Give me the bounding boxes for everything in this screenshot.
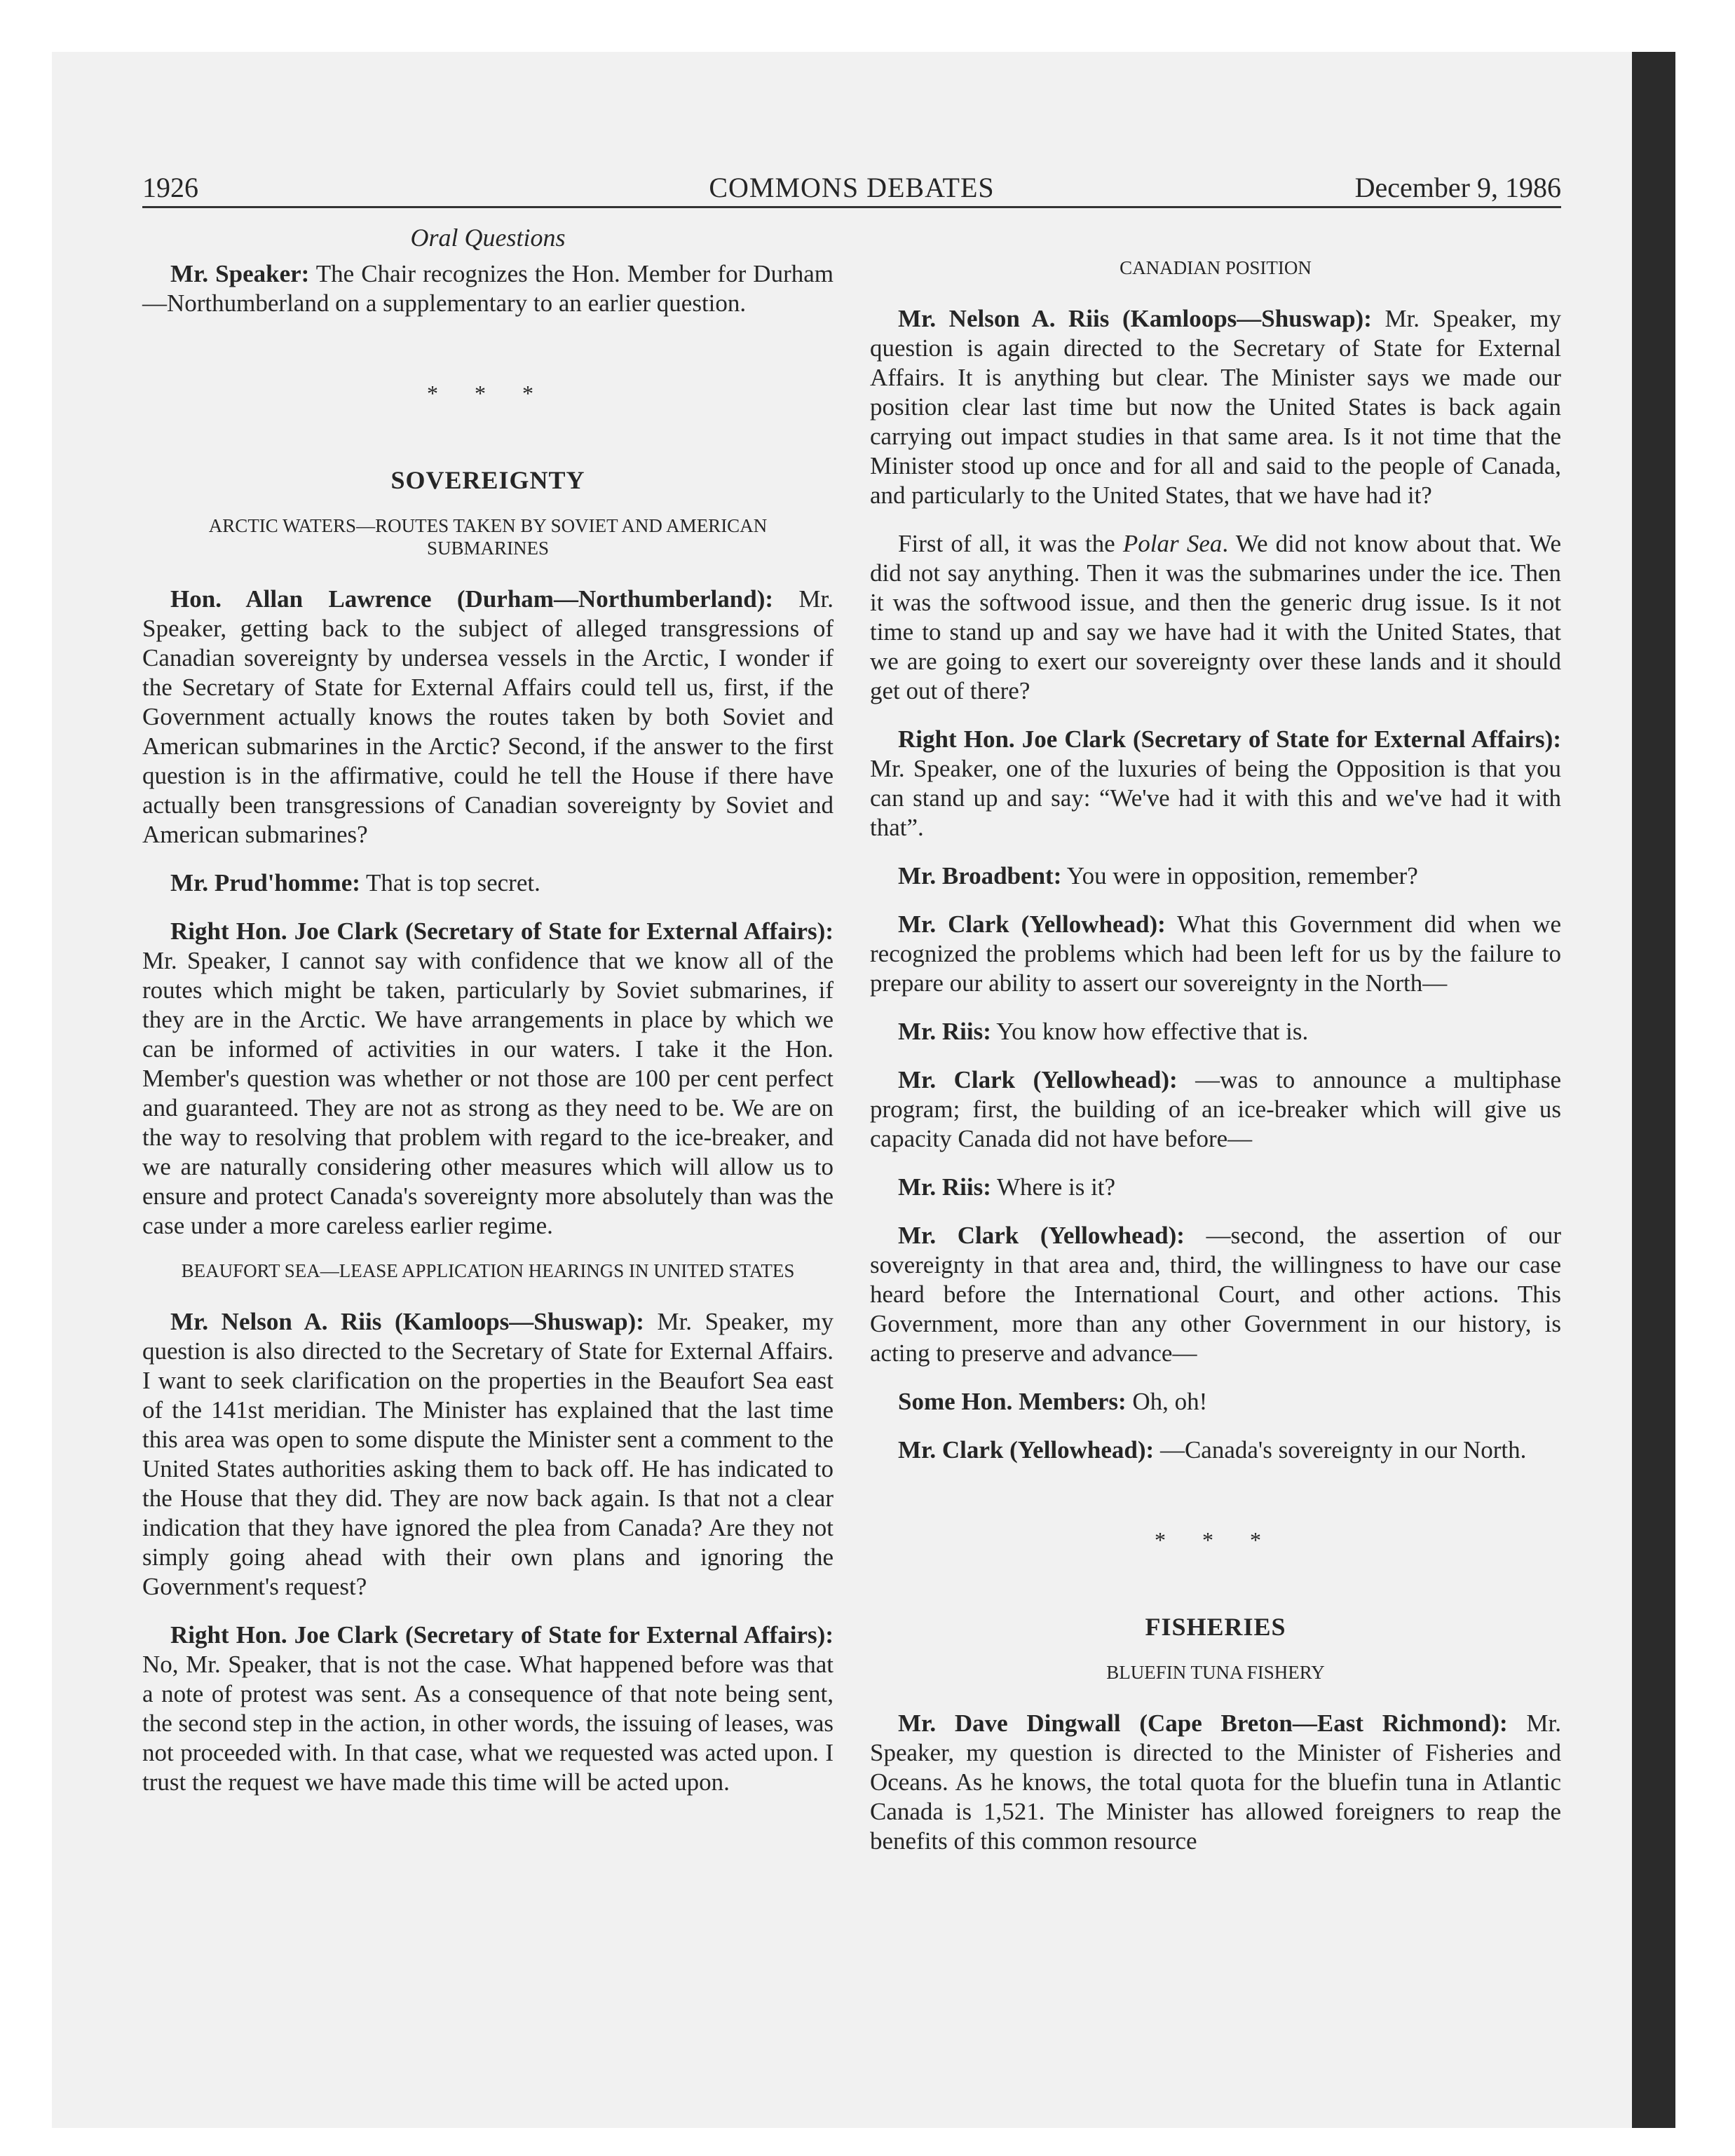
page-header — [142, 170, 1561, 208]
left-column — [142, 223, 834, 1816]
speaker-name: Mr. Clark (Yellowhead): — [898, 910, 1166, 938]
paragraph — [142, 1307, 834, 1602]
paragraph — [142, 259, 834, 318]
paragraph — [870, 910, 1561, 998]
speech-text: Where is it? — [991, 1173, 1116, 1201]
subsection-heading: BEAUFORT SEA—LEASE APPLICATION HEARINGS IN UNITED STATES — [181, 1260, 795, 1281]
speech-text: Mr. Speaker, getting back to the subject of alleged transgressions of Canadian sovereignty by undersea vessels in the Arctic, I wonder if the Secretary of State for External Affairs could tell us, first, if the Government actually knows the routes taken by both Soviet and American submarines in the Arctic? Second, if the answer to the first question is in the affirmative, could he tell the House if there have actually been transgressions of Canadian sovereignty by Soviet and American submarines? — [142, 585, 834, 848]
speaker-name: Right Hon. Joe Clark (Secretary of State for External Affairs): — [898, 725, 1561, 753]
speaker-name: Mr. Clark (Yellowhead): — [898, 1066, 1178, 1093]
speech-text: Mr. Speaker, one of the luxuries of being the Opposition is that you can stand up and say: “We've had it with this and we've had it with that”. — [870, 755, 1561, 841]
speech-text: —second, the assertion of our sovereignty in that area and, third, the willingness to have our case heard before the International Court, and other actions. This Government, more than any other Government in our history, is acting to preserve and advance— — [870, 1222, 1561, 1367]
speech-text: Mr. Speaker, my question is directed to the Minister of Fisheries and Oceans. As he knows, the total quota for the bluefin tuna in Atlantic Canada is 1,521. The Minister has allowed foreigners to reap the benefits of this common resource — [870, 1710, 1561, 1855]
paragraph — [870, 725, 1561, 842]
subsection-heading: CANADIAN POSITION — [1120, 257, 1312, 278]
speech-text: —was to announce a multiphase program; first, the building of an ice-breaker which will give us capacity Canada did not have before— — [870, 1066, 1561, 1152]
speaker-name: Right Hon. Joe Clark (Secretary of State for External Affairs): — [170, 917, 834, 945]
speech-text: —Canada's sovereignty in our North. — [1154, 1436, 1527, 1464]
section-subtitle: Oral Questions — [410, 224, 566, 252]
paragraph — [142, 868, 834, 898]
speech-text: You know how effective that is. — [991, 1018, 1309, 1045]
subsection-heading: BLUEFIN TUNA FISHERY — [1106, 1662, 1325, 1683]
speaker-name: Mr. Broadbent: — [898, 862, 1062, 889]
paragraph — [870, 1017, 1561, 1046]
speech-text: . We did not know about that. We did not say anything. Then it was the submarines under the ice. Then it was the softwood issue, and then the generic drug issue. Is it not time to stand up and say we have had it with the United States, that we are going to exert our sovereignty over these lands and it should get out of there? — [870, 530, 1562, 704]
speech-text: No, Mr. Speaker, that is not the case. What happened before was that a note of protest was sent. As a consequence of that note being sent, the second step in the action, in other words, the issuing of leases, was not proceeded with. In that case, what we requested was acted upon. I trust the request we have made this time will be acted upon. — [142, 1651, 834, 1796]
speaker-name: Mr. Nelson A. Riis (Kamloops—Shuswap): — [170, 1308, 644, 1335]
speech-text: First of all, it was the — [898, 530, 1123, 557]
paragraph — [870, 1065, 1561, 1154]
speech-text: What this Government did when we recognized the problems which had been left for us by the failure to prepare our ability to assert our sovereignty in the North— — [870, 910, 1561, 997]
speaker-name: Mr. Riis: — [898, 1018, 991, 1045]
paragraph — [142, 917, 834, 1241]
paragraph — [870, 1221, 1561, 1368]
publication-title: COMMONS DEBATES — [709, 172, 995, 203]
speaker-name: Mr. Dave Dingwall (Cape Breton—East Richmond): — [898, 1710, 1508, 1737]
speech-text: The Chair recognizes the Hon. Member for Durham—Northumberland on a supplementary to an earlier question. — [142, 260, 834, 317]
right-column — [870, 257, 1561, 1875]
page-number: 1926 — [142, 172, 198, 203]
section-separator: * * * — [427, 381, 549, 406]
paragraph — [870, 1709, 1561, 1856]
ship-name: Polar Sea — [1122, 530, 1223, 557]
paragraph — [142, 585, 834, 850]
paragraph — [870, 304, 1561, 510]
page-edge-shadow — [1632, 52, 1675, 2128]
speaker-name: Mr. Speaker: — [170, 260, 310, 287]
speaker-name: Mr. Nelson A. Riis (Kamloops—Shuswap): — [898, 305, 1372, 332]
speaker-name: Mr. Clark (Yellowhead): — [898, 1436, 1155, 1464]
speech-text: Mr. Speaker, my question is again directed to the Secretary of State for External Affairs. It is anything but clear. The Minister says we made our position clear last time but now the United States is back again carrying out impact studies in that same area. Is it not time that the Minister stood up once and for all and said to the people of Canada, and particularly to the United States, that we have had it? — [870, 305, 1561, 509]
paragraph — [142, 1621, 834, 1797]
paragraph — [870, 529, 1561, 706]
paragraph — [870, 1435, 1561, 1465]
paragraph — [870, 861, 1561, 891]
page-date: December 9, 1986 — [1354, 172, 1561, 203]
speaker-name: Mr. Riis: — [898, 1173, 991, 1201]
section-heading: SOVEREIGNTY — [390, 466, 585, 494]
speech-text: Mr. Speaker, I cannot say with confidence that we know all of the routes which might be taken, particularly by Soviet submarines, if they are in the Arctic. We have arrangements in place by which we can be informed of activities in our waters. I take it the Hon. Member's question was whether or not those are 100 per cent perfect and guaranteed. They are not as strong as they need to be. We are on the way to resolving that problem with regard to the ice-breaker, and we are naturally considering other measures which will allow us to ensure and protect Canada's sovereignty more absolutely than was the case under a more careless earlier regime. — [142, 947, 834, 1239]
speaker-name: Mr. Clark (Yellowhead): — [898, 1222, 1185, 1249]
paragraph — [870, 1387, 1561, 1417]
speech-text: You were in opposition, remember? — [1061, 862, 1418, 889]
speech-text: Mr. Speaker, my question is also directed to the Secretary of State for External Affairs. I want to seek clarification on the properties in the Beaufort Sea east of the 141st meridian. The Minister has explained that the last time this area was open to some dispute the Minister sent a comment to the United States authorities asking them to back off. He has indicated to the House that they did. They are now back again. Is that not a clear indication that they have ignored the plea from Canada? Are they not simply going ahead with their own plans and ignoring the Government's request? — [142, 1308, 834, 1600]
speaker-name: Hon. Allan Lawrence (Durham—Northumberland): — [170, 585, 774, 613]
section-heading: FISHERIES — [1145, 1613, 1286, 1641]
speech-text: That is top secret. — [360, 869, 540, 896]
speech-text: Oh, oh! — [1126, 1388, 1208, 1415]
speaker-name: Right Hon. Joe Clark (Secretary of State for External Affairs): — [170, 1621, 834, 1649]
speaker-name: Mr. Prud'homme: — [170, 869, 360, 896]
subsection-heading: ARCTIC WATERS—ROUTES TAKEN BY SOVIET AND AMERICAN SUBMARINES — [208, 515, 768, 559]
speaker-name: Some Hon. Members: — [898, 1388, 1127, 1415]
paragraph — [870, 1173, 1561, 1202]
section-separator: * * * — [1155, 1527, 1277, 1553]
